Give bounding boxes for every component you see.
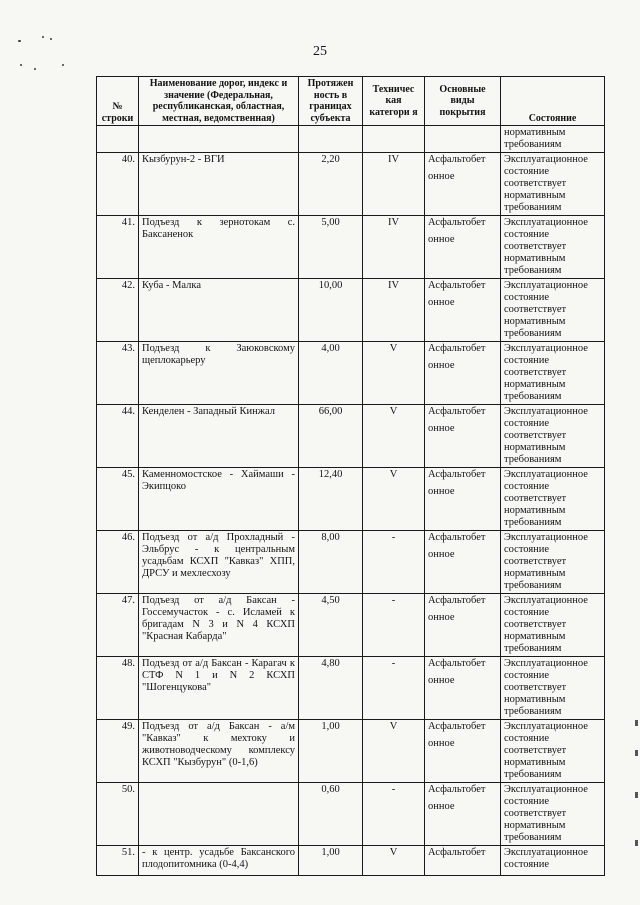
state-line: соответствует <box>504 556 567 567</box>
state-line: соответствует <box>504 493 567 504</box>
road-state <box>501 783 605 846</box>
continuation-cell-name <box>139 126 299 153</box>
road-name: Кенделен - Западный Кинжал <box>139 405 299 468</box>
road-name: Кызбурун-2 - ВГИ <box>139 153 299 216</box>
row-number: 48. <box>97 657 139 720</box>
state-line: требованиям <box>504 202 562 213</box>
page-number: 25 <box>313 44 327 59</box>
road-coverage <box>425 783 501 846</box>
coverage-line: онное <box>428 486 455 497</box>
state-line: состояние <box>504 355 550 366</box>
row-number: 43. <box>97 342 139 405</box>
state-line: соответствует <box>504 682 567 693</box>
road-name <box>139 783 299 846</box>
road-length: 66,00 <box>299 405 363 468</box>
road-length: 8,00 <box>299 531 363 594</box>
state-line: соответствует <box>504 241 567 252</box>
state-line: требованиям <box>504 328 562 339</box>
road-category: V <box>363 846 425 876</box>
state-line: требованиям <box>504 706 562 717</box>
road-length: 1,00 <box>299 720 363 783</box>
state-line: нормативным <box>504 190 566 201</box>
row-number: 51. <box>97 846 139 876</box>
state-line: состояние <box>504 607 550 618</box>
coverage-line: Асфальтобет <box>428 406 486 417</box>
table-row <box>97 216 605 279</box>
state-line: состояние <box>504 418 550 429</box>
road-length: 10,00 <box>299 279 363 342</box>
road-coverage <box>425 279 501 342</box>
coverage-line: Асфальтобет <box>428 847 486 858</box>
row-number: 47. <box>97 594 139 657</box>
state-line: Эксплуатационное <box>504 658 588 669</box>
road-state <box>501 216 605 279</box>
coverage-line: онное <box>428 171 455 182</box>
table-row <box>97 531 605 594</box>
row-number: 40. <box>97 153 139 216</box>
coverage-line: онное <box>428 234 455 245</box>
coverage-line: онное <box>428 297 455 308</box>
state-line: Эксплуатационное <box>504 406 588 417</box>
coverage-line: Асфальтобет <box>428 154 486 165</box>
continuation-cell-state <box>501 126 605 153</box>
state-line: соответствует <box>504 808 567 819</box>
state-line: нормативным <box>504 316 566 327</box>
road-coverage <box>425 468 501 531</box>
road-category: - <box>363 531 425 594</box>
road-length: 1,00 <box>299 846 363 876</box>
road-state <box>501 405 605 468</box>
road-state <box>501 279 605 342</box>
row-number: 45. <box>97 468 139 531</box>
state-line: нормативным <box>504 631 566 642</box>
road-name: Подъезд от а/д Баксан - Карагач к СТФ N 1 и N 2 КСХП "Шогенцукова" <box>139 657 299 720</box>
table-row <box>97 657 605 720</box>
state-line: состояние <box>504 481 550 492</box>
road-coverage <box>425 153 501 216</box>
header-length: Протяжен ность в границах субъекта <box>299 77 363 126</box>
state-line: требованиям <box>504 832 562 843</box>
state-line: нормативным <box>504 820 566 831</box>
road-coverage <box>425 531 501 594</box>
coverage-line: Асфальтобет <box>428 595 486 606</box>
continuation-cell-coverage <box>425 126 501 153</box>
table-row <box>97 153 605 216</box>
state-line: состояние <box>504 733 550 744</box>
coverage-line: онное <box>428 423 455 434</box>
road-state <box>501 720 605 783</box>
state-line: Эксплуатационное <box>504 154 588 165</box>
road-coverage <box>425 594 501 657</box>
state-line: нормативным <box>504 442 566 453</box>
table-row <box>97 846 605 876</box>
road-category: IV <box>363 153 425 216</box>
row-number: 41. <box>97 216 139 279</box>
state-line: соответствует <box>504 367 567 378</box>
road-name: Подъезд к зернотокам с. Баксаненок <box>139 216 299 279</box>
state-line: соответствует <box>504 430 567 441</box>
road-length: 0,60 <box>299 783 363 846</box>
road-category: V <box>363 342 425 405</box>
state-line: нормативным <box>504 379 566 390</box>
road-category: IV <box>363 216 425 279</box>
road-name: Куба - Малка <box>139 279 299 342</box>
state-line: требованиям <box>504 580 562 591</box>
state-line: соответствует <box>504 619 567 630</box>
state-line: Эксплуатационное <box>504 217 588 228</box>
road-coverage <box>425 342 501 405</box>
road-state <box>501 657 605 720</box>
state-line: Эксплуатационное <box>504 721 588 732</box>
row-number: 49. <box>97 720 139 783</box>
road-category: V <box>363 405 425 468</box>
road-coverage <box>425 216 501 279</box>
state-line: Эксплуатационное <box>504 847 588 858</box>
road-length: 12,40 <box>299 468 363 531</box>
road-length: 4,80 <box>299 657 363 720</box>
state-line: требованиям <box>504 265 562 276</box>
state-line: нормативным <box>504 757 566 768</box>
table-row <box>97 279 605 342</box>
header-coverage: Основные виды покрытия <box>425 77 501 126</box>
state-line: требованиям <box>504 391 562 402</box>
road-category: - <box>363 594 425 657</box>
state-line: нормативным <box>504 127 566 138</box>
state-line: соответствует <box>504 745 567 756</box>
coverage-line: Асфальтобет <box>428 217 486 228</box>
road-name: Подъезд от а/д Баксан - Госсемучасток - с. Исламей к бригадам N 3 и N 4 КСХП "Красная Кабарда" <box>139 594 299 657</box>
coverage-line: онное <box>428 360 455 371</box>
state-line: состояние <box>504 796 550 807</box>
state-line: состояние <box>504 670 550 681</box>
state-line: Эксплуатационное <box>504 784 588 795</box>
state-line: состояние <box>504 859 550 870</box>
state-line: Эксплуатационное <box>504 343 588 354</box>
road-state <box>501 342 605 405</box>
coverage-line: онное <box>428 738 455 749</box>
table-row <box>97 720 605 783</box>
road-name: Подъезд к Заюковскому щеплокарьеру <box>139 342 299 405</box>
row-number: 50. <box>97 783 139 846</box>
state-line: требованиям <box>504 454 562 465</box>
continuation-cell-no <box>97 126 139 153</box>
road-coverage <box>425 657 501 720</box>
coverage-line: онное <box>428 801 455 812</box>
coverage-line: Асфальтобет <box>428 280 486 291</box>
road-state <box>501 531 605 594</box>
road-category: - <box>363 783 425 846</box>
road-name: - к центр. усадьбе Баксанского плодопитомника (0-4,4) <box>139 846 299 876</box>
header-state: Состояние <box>501 77 605 126</box>
table-row <box>97 405 605 468</box>
state-line: состояние <box>504 292 550 303</box>
road-category: IV <box>363 279 425 342</box>
state-line: соответствует <box>504 304 567 315</box>
state-line: нормативным <box>504 253 566 264</box>
header-category: Техничес кая категори я <box>363 77 425 126</box>
state-line: Эксплуатационное <box>504 532 588 543</box>
road-name: Подъезд от а/д Баксан - а/м "Кавказ" к мехтоку и животноводческому комплексу КСХП "Кызбурун" (0-1,6) <box>139 720 299 783</box>
state-line: требованиям <box>504 139 562 150</box>
continuation-cell-category <box>363 126 425 153</box>
road-length: 5,00 <box>299 216 363 279</box>
row-number: 46. <box>97 531 139 594</box>
coverage-line: онное <box>428 612 455 623</box>
road-state <box>501 153 605 216</box>
road-state <box>501 594 605 657</box>
state-line: соответствует <box>504 178 567 189</box>
road-category: - <box>363 657 425 720</box>
state-line: состояние <box>504 229 550 240</box>
state-line: требованиям <box>504 769 562 780</box>
scan-edge-marks <box>634 720 638 860</box>
continuation-row <box>97 126 605 153</box>
table-row <box>97 342 605 405</box>
road-length: 4,00 <box>299 342 363 405</box>
road-name: Подъезд от а/д Прохладный - Эльбрус - к центральным усадьбам КСХП "Кавказ" ХПП, ДРСУ и мехлесхозу <box>139 531 299 594</box>
state-line: Эксплуатационное <box>504 280 588 291</box>
road-category: V <box>363 468 425 531</box>
coverage-line: Асфальтобет <box>428 343 486 354</box>
row-number: 44. <box>97 405 139 468</box>
coverage-line: Асфальтобет <box>428 784 486 795</box>
road-coverage <box>425 720 501 783</box>
coverage-line: Асфальтобет <box>428 469 486 480</box>
state-line: Эксплуатационное <box>504 469 588 480</box>
state-line: нормативным <box>504 568 566 579</box>
state-line: Эксплуатационное <box>504 595 588 606</box>
road-coverage <box>425 846 501 876</box>
state-line: требованиям <box>504 643 562 654</box>
table-row <box>97 783 605 846</box>
road-category: V <box>363 720 425 783</box>
state-line: требованиям <box>504 517 562 528</box>
state-line: состояние <box>504 166 550 177</box>
table-row <box>97 468 605 531</box>
road-length: 2,20 <box>299 153 363 216</box>
coverage-line: онное <box>428 549 455 560</box>
header-road-name: Наименование дорог, индекс и значение (Федеральная, республиканская, областная, местная, ведомственная) <box>139 77 299 126</box>
continuation-cell-length <box>299 126 363 153</box>
road-name: Каменномостское - Хаймаши - Экипцоко <box>139 468 299 531</box>
table-row <box>97 594 605 657</box>
state-line: нормативным <box>504 694 566 705</box>
road-state <box>501 846 605 876</box>
state-line: нормативным <box>504 505 566 516</box>
road-length: 4,50 <box>299 594 363 657</box>
coverage-line: онное <box>428 675 455 686</box>
state-line: состояние <box>504 544 550 555</box>
row-number: 42. <box>97 279 139 342</box>
road-state <box>501 468 605 531</box>
table-header-row <box>97 77 605 126</box>
coverage-line: Асфальтобет <box>428 658 486 669</box>
coverage-line: Асфальтобет <box>428 532 486 543</box>
coverage-line: Асфальтобет <box>428 721 486 732</box>
header-row-number: № строки <box>97 77 139 126</box>
road-coverage <box>425 405 501 468</box>
roads-table <box>96 76 605 876</box>
